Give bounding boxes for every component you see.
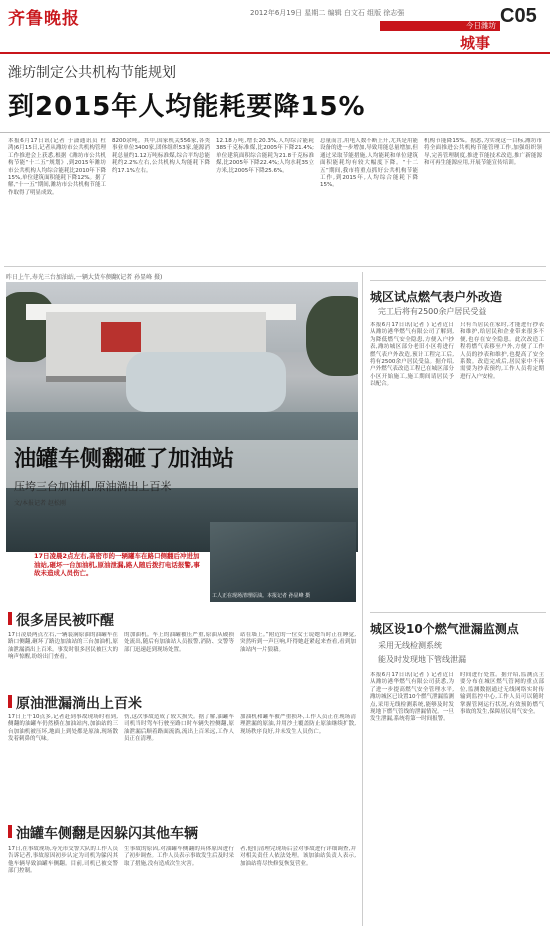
gas-meter-heading: 城区试点燃气表户外改造	[370, 290, 503, 304]
article-heading-2: 原油泄漏淌出上百米	[16, 696, 142, 712]
photo-red-sign	[101, 322, 141, 352]
article-heading-3: 油罐车侧翻是因躲闪其他车辆	[16, 826, 198, 842]
article-2-column-1: 17日上午10点多,记者赶到事故现场时看到,侧翻的油罐车仍然横在加油站内,加油站的三台加油机被压坏,地面上到处都是原油,现场散发着刺鼻的气味。	[8, 714, 118, 743]
photo-story-byline: 文/本报记者 赵松刚	[14, 500, 66, 507]
top-story-subtitle: 潍坊制定公共机构节能规划	[8, 65, 176, 81]
leak-monitor-column-1: 本报6月17日讯(记者 ) 记者近日从潍坊港华燃气有限公司获悉,为了进一步提高燃气安全管理水平,潍坊城区已设置10个燃气泄漏监测点,采用无线检测系统,能够及时发现地下燃气管线的泄漏情况。一旦发生泄漏,系统将第一时间报警。	[370, 672, 454, 723]
leak-monitor-heading: 城区设10个燃气泄漏监测点	[370, 622, 519, 636]
right-column-mid-rule	[370, 612, 546, 613]
right-column-top-rule	[370, 280, 546, 281]
leak-monitor-column-2: 时间进行处置。据介绍,监测点主要分布在城区燃气管网的重点部位,监测数据通过无线网络实时传输到监控中心,工作人员可以随时掌握管网运行状况,有效预防燃气事故的发生,保障居民用气安全。	[460, 672, 544, 716]
leak-monitor-dek-2: 能及时发现地下管线泄漏	[378, 655, 466, 664]
article-3-column-3: 者,他们清理完现场后会对事故进行详细调查,并对相关责任人依法处理。该加油站负责人表示,加油站将尽快修复恢复营业。	[240, 846, 356, 867]
top-story-headline: 到2015年人均能耗要降15%	[8, 92, 366, 122]
photo-top-caption: 昨日上午,寿光三台加油站,一辆大货车侧翻(记者 孙显峰 摄)	[6, 274, 163, 281]
top-story-column-2: 8200余吨。其中,国家机关556家,各类事业单位3400家,团体组织53家,能源消耗总量约1.12万吨标准煤,综合平均总能耗约2.2%左右,公共机构人均能耗下降约17.1%左右。	[112, 138, 210, 174]
top-story-column-1: 本报6月17日讯(记者 于潇通讯员 杜鸿)6月15日,记者从潍坊市公共机构管理工作推进会上获悉,根据《潍坊市公共机构节能“十二五”规划》,到2015年潍坊市公共机构人均综合能耗比2010年下降15%,单位建筑面积能耗下降12%。据了解,“十一五”期间,潍坊市公共机构节能工作取得了明显成效。	[8, 138, 106, 196]
top-story-divider	[0, 132, 550, 133]
accident-photo	[6, 282, 358, 552]
article-1-column-3: 站在墙上。”附近的一位女士说她当时正在睡觉,突然听到一声巨响,吓得她赶紧起来查看,看到加油站内一片狼藉。	[240, 632, 356, 653]
newspaper-logo: 齐鲁晚报	[8, 9, 80, 29]
heading-marker	[8, 695, 12, 708]
photo-tanker	[126, 352, 286, 412]
photo-story-subtitle: 压垮三台加油机,原油淌出上百米	[14, 480, 172, 493]
photo-red-note: 17日凌晨2点左右,高密市的一辆罐车在路口侧翻后冲进加油站,砸坏一台加油机,原油泄漏,路人随后拨打电话报警,事故未造成人员伤亡。	[34, 552, 200, 578]
gas-meter-column-2: 只有当居民在家时,才能进行抄表和维护,给居民和企业带来很多不便,也存在安全隐患。此次改造工程将燃气表移至户外,方便了工作人员的抄表和维护,也提高了安全系数。改造完成后,居民家中不再需要为抄表预约,工作人员将定期进行入户安检。	[460, 322, 544, 380]
leak-monitor-dek-1: 采用无线检测系统	[378, 641, 442, 650]
section-divider	[4, 266, 546, 267]
article-2-column-2: 伤,这次事故造成了较大损失。据了解,油罐车司机当时驾车行驶至路口时车辆失控侧翻,原油泄漏后顺着路面流淌,流出上百米远,工作人员正在清理。	[124, 714, 234, 743]
article-3-column-2: 生事故的原因,对油罐车侧翻的具体原因进行了初步调查。工作人员表示事故发生后及时采取了措施,没有造成次生灾害。	[124, 846, 234, 867]
article-heading-1: 很多居民被吓醒	[16, 613, 114, 629]
top-story-column-3: 12.18万吨,增长20.3%,人均综合能耗385千克标准煤,比2005年下降21.4%;单位建筑面积综合能耗为21.8千克标准煤,比2005年下降22.4%;人均水耗35立方米,比2005年下降25.6%。	[216, 138, 314, 174]
header-column-label: 今日潍坊	[466, 21, 496, 30]
cleanup-photo	[210, 522, 356, 602]
article-2-column-3: 加油机和罐车被严重损坏,工作人员正在现场清理泄漏的原油,并用沙土覆盖防止原油继续扩散,现场秩序良好,并未发生人员伤亡。	[240, 714, 356, 735]
page-number: C05	[500, 5, 537, 27]
gas-meter-column-1: 本报6月17日讯(记者 ) 记者近日从潍坊港华燃气有限公司了解到,为降低燃气安全隐患,方便入户抄表,潍坊城区部分老旧小区将进行燃气表户外改造,预计工程完工后,将有2500余户居民受益。据介绍,户外燃气表改造工程已在城区部分小区开始施工,施工期间请居民予以配合。	[370, 322, 454, 388]
article-3-column-1: 17日,在事故现场,寿光市交警大队的工作人员告诉记者,事故原因初步认定为司机为躲闪其他车辆导致油罐车侧翻。目前,司机已被交警部门控制。	[8, 846, 118, 875]
heading-marker	[8, 825, 12, 838]
column-divider	[362, 272, 363, 926]
photo-story-headline: 油罐车侧翻砸了加油站	[14, 447, 235, 472]
section-title: 城事	[460, 34, 491, 52]
top-story-column-4: 总量而言,用电人数不断上升,尤其是用能设备的进一步增加,导致用能总量增加,但通过采取节能措施,人均能耗和单位建筑面积能耗均有较大幅度下降。“十二五”期间,我市将重点抓好公共机构节能工作,到2015年,人均综合能耗下降15%。	[320, 138, 418, 189]
photo-tree	[306, 296, 358, 376]
cleanup-photo-caption: 工人正在现场清理原油。本报记者 孙显峰 摄	[212, 593, 311, 599]
heading-marker	[8, 612, 12, 625]
header-info: 2012年6月19日 星期二 编辑 白文石 组版 徐志强	[250, 9, 405, 17]
header-divider	[0, 52, 550, 54]
gas-meter-dek: 完工后将有2500余户居民受益	[378, 307, 487, 316]
article-1-column-2: 的加油机。车上的油罐被压严重,原油从破损处流出,随后有加油站人员报警,消防、交警等部门迅速赶到现场处置。	[124, 632, 234, 653]
top-story-column-5: 机构节能降15%。据悉,为实现这一目标,潍坊市将全面推进公共机构节能管理工作,加强组织领导,完善管理制度,推进节能技术改造,推广新能源和可再生能源应用,开展节能宣传培训。	[424, 138, 542, 167]
article-1-column-1: 17日凌晨两点左右,一辆装满原油的油罐车在路口侧翻,砸坏了路边加油站的三台加油机,原油泄漏淌出上百米。事发时很多居民被巨大的响声惊醒,纷纷出门查看。	[8, 632, 118, 661]
